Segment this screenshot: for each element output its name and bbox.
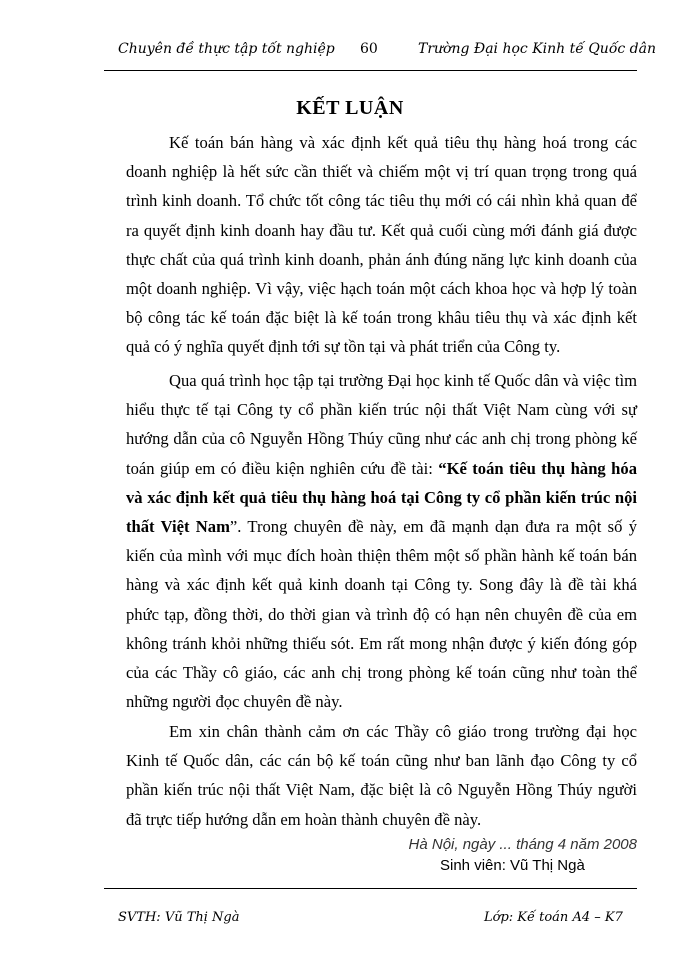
footer-student: SVTH: Vũ Thị Ngà [118,910,240,925]
paragraph-2-intro: Qua quá trình học tập tại trường Đại học kinh tế Quốc dân và việc tìm hiểu thực tế tại Công ty cổ phần kiến trúc nội thất Việt Nam cùng với sự hướng dẫn của cô Nguyễn Hồng Thúy cũng như các anh chị trong phòng kế toán giúp em có điều kiện nghiên cứu đề tài: [126,371,637,478]
thesis-topic-title: “Kế toán tiêu thụ hàng hóa và xác định kết quả tiêu thụ hàng hoá tại Công ty cổ phần kiến trúc nội thất Việt Nam [126,458,637,537]
signature-line [440,857,585,874]
student-name: Vũ Thị Ngà [510,857,585,874]
header-university-name: Trường Đại học Kinh tế Quốc dân [418,41,656,57]
paragraph-3 [126,717,637,834]
footer-divider [104,888,637,889]
header-divider [104,70,637,71]
paragraph-2-rest: ”. Trong chuyên đề này, em đã mạnh dạn đưa ra một số ý kiến của mình với mục đích hoàn thiện thêm một số phần hành kế toán bán hàng và xác định kết quả kinh doanh tại Công ty. Song đây là đề tài khá phức tạp, đồng thời, do thời gian và trình độ có hạn nên chuyên đề của em không tránh khỏi những thiếu sót. Em rất mong nhận được ý kiến đóng góp của các Thầy cô giáo, các anh chị trong phòng kế toán cũng như toàn thể những người đọc chuyên đề này. [126,517,637,712]
paragraph-1-text: Kế toán bán hàng và xác định kết quả tiêu thụ hàng hoá trong các doanh nghiệp là hết sức cần thiết và chiếm một vị trí quan trọng trong quá trình kinh doanh. Tổ chức tốt công tác tiêu thụ mới có cái nhìn khả quan để ra quyết định kinh doanh hay đầu tư. Kết quả cuối cùng mới đánh giá được thực chất của quá trình kinh doanh, phản ánh đúng năng lực kinh doanh của một doanh nghiệp. Vì vậy, việc hạch toán một cách khoa học và hợp lý toàn bộ công tác kế toán đặc biệt là kế toán trong khâu tiêu thụ và xác định kết quả có ý nghĩa quyết định tới sự tồn tại và phát triển của Công ty. [126,133,637,357]
paragraph-2-text [126,366,637,716]
footer-class: Lớp: Kế toán A4 – K7 [484,910,623,925]
paragraph-1 [126,128,637,362]
paragraph-3-text: Em xin chân thành cảm ơn các Thầy cô giáo trong trường đại học Kinh tế Quốc dân, các cán bộ kế toán cũng như ban lãnh đạo Công ty cổ phần kiến trúc nội thất Việt Nam, đặc biệt là cô Nguyễn Hồng Thúy người đã trực tiếp hướng dẫn em hoàn thành chuyên đề này. [126,722,637,829]
page-title: KẾT LUẬN [296,97,404,119]
header-page-number: 60 [360,41,378,57]
paragraph-2 [126,366,637,716]
date-line: Hà Nội, ngày ... tháng 4 năm 2008 [408,836,637,853]
signature-label: Sinh viên: [440,857,511,874]
header-thesis-label: Chuyên đề thực tập tốt nghiệp [118,41,335,57]
